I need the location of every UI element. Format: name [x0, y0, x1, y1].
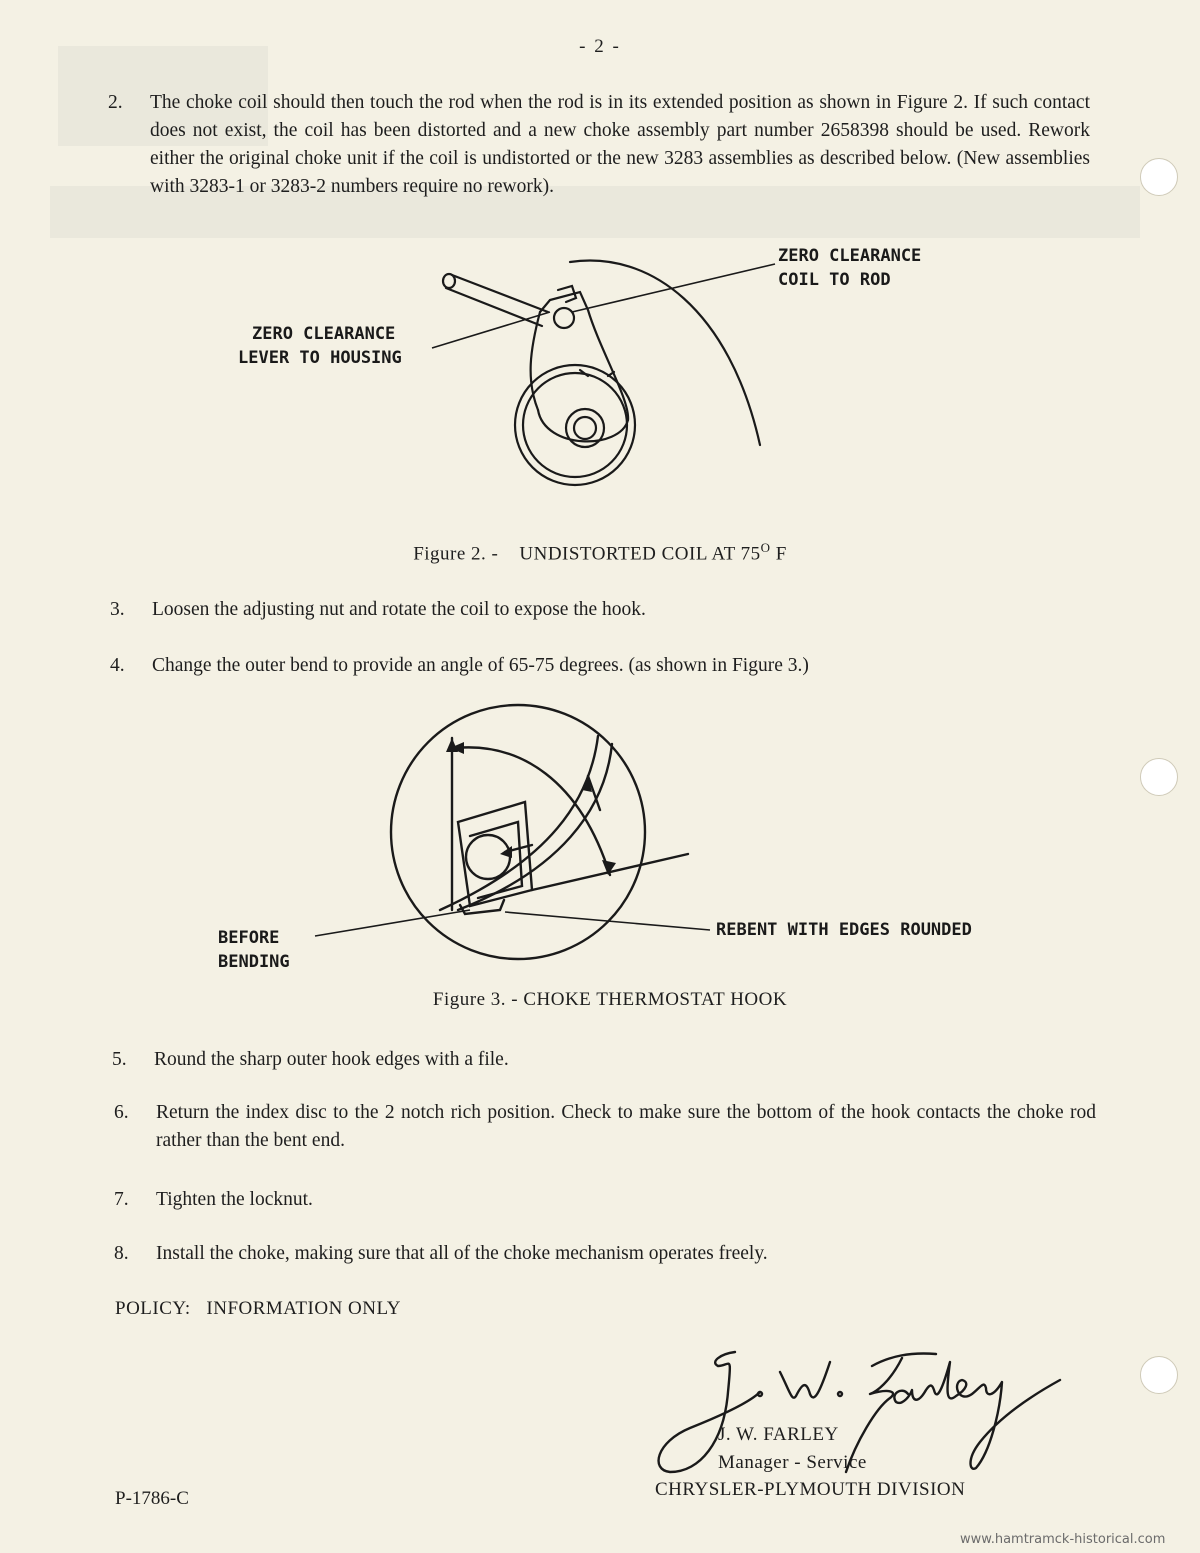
label-rebent: REBENT WITH EDGES ROUNDED — [716, 920, 972, 940]
label-lever-to-housing — [238, 322, 402, 370]
step-text: Change the outer bend to provide an angle of 65-75 degrees. (as shown in Figure 3.) — [152, 655, 809, 676]
label-coil-to-rod — [778, 244, 921, 292]
step-text: Return the index disc to the 2 notch rich position. Check to make sure the bottom of the hook contacts the choke rod rather than the bent end. — [156, 1102, 1096, 1151]
label-line: BEFORE — [218, 928, 280, 948]
degree-mark: O — [760, 540, 771, 555]
step-number: 2. — [108, 92, 123, 113]
label-line: COIL TO ROD — [778, 270, 891, 290]
policy-line: POLICY: INFORMATION ONLY — [115, 1298, 401, 1319]
step-number: 4. — [110, 655, 125, 676]
step-text: Round the sharp outer hook edges with a file. — [154, 1049, 509, 1070]
caption-unit: F — [775, 543, 787, 565]
figure-3-caption: Figure 3. - CHOKE THERMOSTAT HOOK — [432, 989, 788, 1010]
label-line: ZERO CLEARANCE — [778, 246, 922, 266]
caption-prefix: Figure 2. - — [413, 543, 499, 565]
label-before-bending — [218, 926, 290, 974]
figure-2-diagram — [430, 250, 770, 520]
punch-hole — [1140, 158, 1178, 196]
step-number: 8. — [114, 1243, 129, 1264]
step-number: 3. — [110, 599, 125, 620]
punch-hole — [1140, 758, 1178, 796]
signer-division: CHRYSLER-PLYMOUTH DIVISION — [655, 1479, 966, 1500]
signer-name: J. W. FARLEY — [718, 1424, 839, 1445]
label-line: ZERO CLEARANCE — [252, 324, 396, 344]
step-text: The choke coil should then touch the rod when the rod is in its extended position as shown in Figure 2. If such contact does not exist, the coil has been distorted and a new choke assembly part number 2658398 should be used. Rework either the original choke unit if the coil is undistorted or the new 3283 assemblies as described below. (New assemblies with 3283-1 or 3283-2 numbers require no rework). — [150, 92, 1090, 197]
label-line: LEVER TO HOUSING — [238, 348, 402, 368]
step-number: 7. — [114, 1189, 129, 1210]
step-text: Loosen the adjusting nut and rotate the coil to expose the hook. — [152, 599, 646, 620]
signer-title: Manager - Service — [718, 1452, 867, 1473]
form-code: P-1786-C — [115, 1488, 189, 1509]
step-number: 6. — [114, 1102, 129, 1123]
label-line: BENDING — [218, 952, 290, 972]
figure-2-caption — [0, 540, 1200, 565]
caption-text: UNDISTORTED COIL AT 75 — [519, 543, 761, 565]
step-text: Install the choke, making sure that all of the choke mechanism operates freely. — [156, 1243, 768, 1264]
step-number: 5. — [112, 1049, 127, 1070]
page-number: - 2 - — [579, 36, 621, 57]
site-watermark: www.hamtramck-historical.com — [960, 1532, 1166, 1547]
step-text: Tighten the locknut. — [156, 1189, 313, 1210]
punch-hole — [1140, 1356, 1178, 1394]
